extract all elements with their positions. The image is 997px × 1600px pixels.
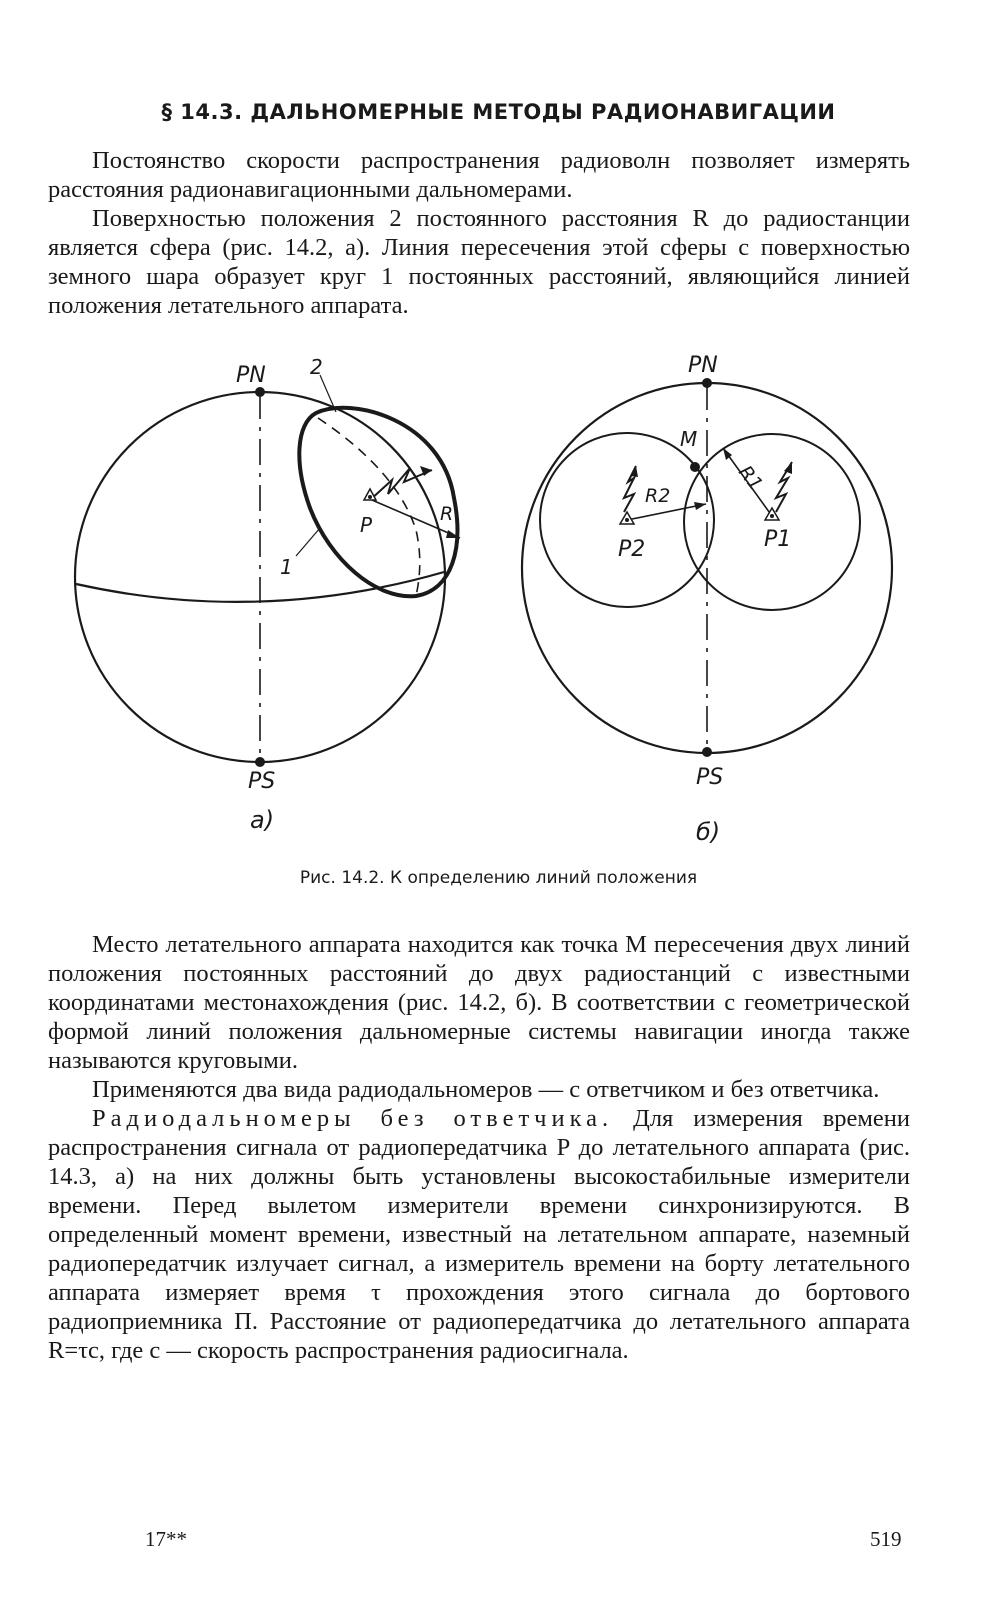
figure-caption: Рис. 14.2. К определению линий положения: [299, 868, 698, 888]
part-label-b: б): [696, 818, 721, 846]
signal-arrowhead-p2: [630, 466, 638, 477]
part-label-a: а): [250, 806, 275, 834]
radius-label-a: R: [440, 503, 454, 525]
position-circle-1: [318, 418, 420, 596]
intro-text: [48, 146, 910, 320]
north-pole-label-a: PN: [236, 363, 266, 388]
north-pole-dot-a: [255, 387, 265, 397]
figure-a: [75, 375, 460, 767]
intro-paragraph-2: Поверхностью положения 2 постоянного расстояния R до радиостанции является сфера (рис. 14.2, а). Линия пересечения этой сферы с поверхностью земного шара образует круг 1 постоянных расстояний, являющийся линией положения летательного аппарата.: [48, 205, 910, 319]
station-dot-p2: [625, 518, 629, 522]
signal-zigzag-a: [370, 468, 432, 500]
figure-b: [522, 378, 892, 757]
radius-arrowhead-r2: [694, 502, 706, 510]
circle-label-1: 1: [280, 555, 293, 579]
range-circle-p1: [684, 434, 860, 610]
station-dot-p1: [770, 514, 774, 518]
intersection-label-m: M: [680, 427, 698, 451]
north-pole-label-b: PN: [688, 353, 718, 378]
paragraph-3-rest: Для измерения времени распространения сигнала от радиопередатчика P до летательного аппарата (рис. 14.3, а) на них должны быть установлены высокостабильные измерители времени. Перед вылетом измерители времени синхронизируются. В определенный момент времени, известный на летательном аппарате, наземный радиопередатчик излучает сигнал, а измеритель времени на борту летательного аппарата измеряет время τ прохождения этого сигнала до бортового радиоприемника П. Расстояние от радиопередатчика до летательного аппарата R=τc, где c — скорость распространения радиосигнала.: [48, 1105, 910, 1364]
radius-label-r1: R1: [734, 461, 767, 496]
body-text: [48, 930, 910, 1365]
figure-14-2: [0, 350, 997, 860]
leader-line-1: [296, 528, 320, 556]
station-label-p1: P1: [764, 527, 792, 552]
intro-paragraph-1: Постоянство скорости распространения радиоволн позволяет измерять расстояния радионавигационными дальномерами.: [48, 147, 910, 203]
south-pole-dot-a: [255, 757, 265, 767]
intersection-point-m: [690, 462, 700, 472]
section-heading: § 14.3. ДАЛЬНОМЕРНЫЕ МЕТОДЫ РАДИОНАВИГАЦИИ: [161, 100, 836, 124]
station-dot-a: [368, 495, 372, 499]
body-paragraph-2: Применяются два вида радиодальномеров — с ответчиком и без ответчика.: [92, 1076, 880, 1103]
leader-line-2: [320, 375, 336, 412]
south-pole-dot-b: [702, 747, 712, 757]
north-pole-dot-b: [702, 378, 712, 388]
south-pole-label-b: PS: [696, 765, 724, 790]
body-paragraph-3: [48, 1104, 910, 1365]
station-label-p2: P2: [618, 537, 646, 562]
sphere-label-2: 2: [310, 355, 323, 379]
paragraph-3-lead: Радиодальномеры без ответчика.: [92, 1105, 614, 1132]
station-label-a: P: [360, 513, 373, 537]
page-number: 519: [870, 1527, 902, 1551]
printer-signature: 17**: [145, 1527, 187, 1551]
body-paragraph-1: Место летательного аппарата находится как точка M пересечения двух линий положения постоянных расстояний до двух радиостанций с известными координатами местонахождения (рис. 14.2, б). В соответствии с геометрической формой линий положения дальномерные системы навигации иногда также называются круговыми.: [48, 931, 910, 1074]
south-pole-label-a: PS: [248, 769, 276, 794]
radius-label-r2: R2: [645, 485, 671, 507]
